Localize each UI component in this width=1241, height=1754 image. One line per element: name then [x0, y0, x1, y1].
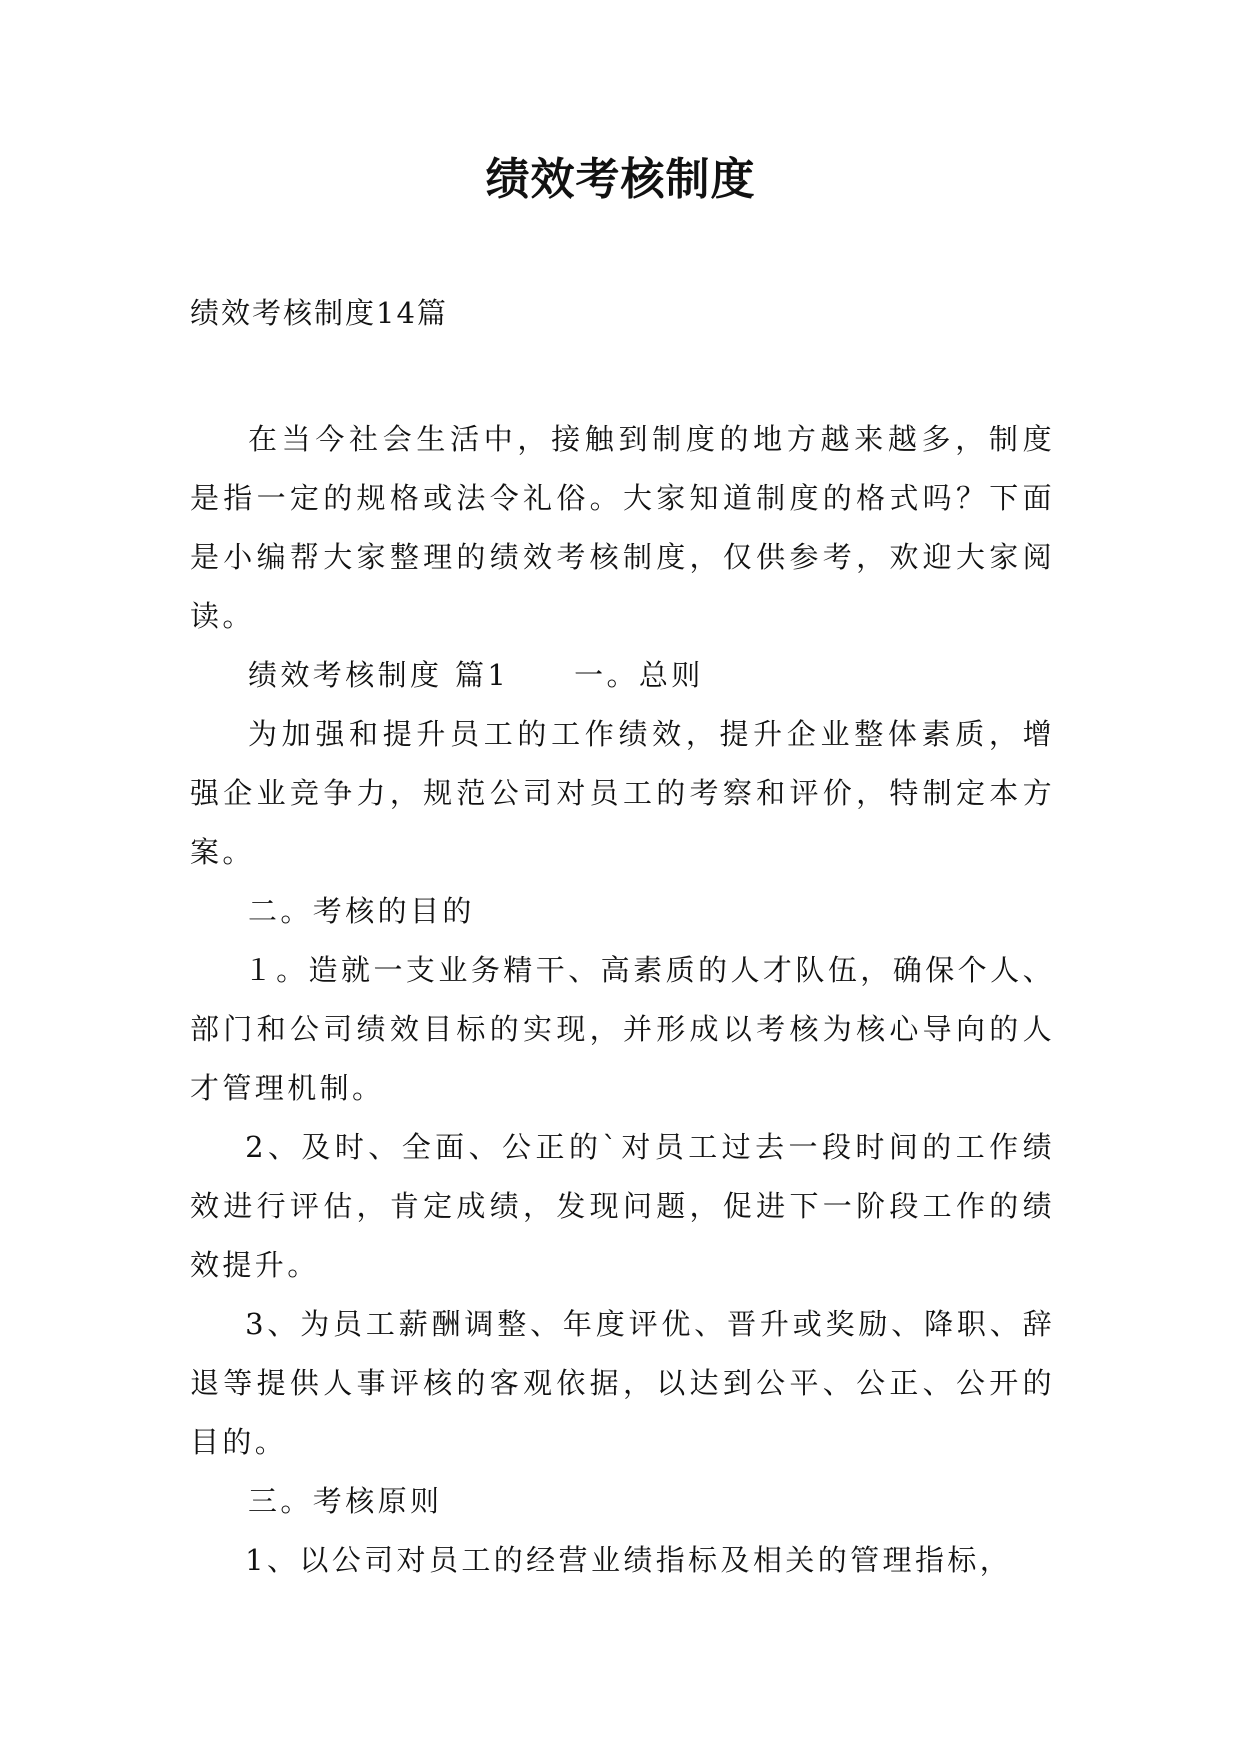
document-title: 绩效考核制度	[485, 154, 756, 205]
purpose-item-2: 2、及时、全面、公正的`对员工过去一段时间的工作绩效进行评估，肯定成绩，发现问题，促进下一阶段工作的绩效提升。	[190, 1130, 1055, 1282]
intro-paragraph: 在当今社会生活中，接触到制度的地方越来越多，制度是指一定的规格或法令礼俗。大家知道制度的格式吗？下面是小编帮大家整理的绩效考核制度，仅供参考，欢迎大家阅读。	[190, 422, 1055, 633]
document-body	[190, 410, 1055, 1590]
section-heading-purpose: 二。考核的目的	[248, 894, 475, 928]
general-paragraph: 为加强和提升员工的工作绩效，提升企业整体素质，增强企业竞争力，规范公司对员工的考察和评价，特制定本方案。	[190, 717, 1055, 869]
purpose-item-1: １。造就一支业务精干、高素质的人才队伍，确保个人、部门和公司绩效目标的实现，并形成以考核为核心导向的人才管理机制。	[190, 953, 1055, 1105]
section-heading-general: 绩效考核制度 篇1 一。总则	[248, 658, 704, 692]
document-subtitle: 绩效考核制度14篇	[190, 296, 448, 330]
purpose-item-3: 3、为员工薪酬调整、年度评优、晋升或奖励、降职、辞退等提供人事评核的客观依据，以达到公平、公正、公开的目的。	[190, 1307, 1055, 1459]
section-heading-principles: 三。考核原则	[248, 1484, 443, 1518]
principle-item-1: 1、以公司对员工的经营业绩指标及相关的管理指标，	[245, 1543, 1013, 1577]
